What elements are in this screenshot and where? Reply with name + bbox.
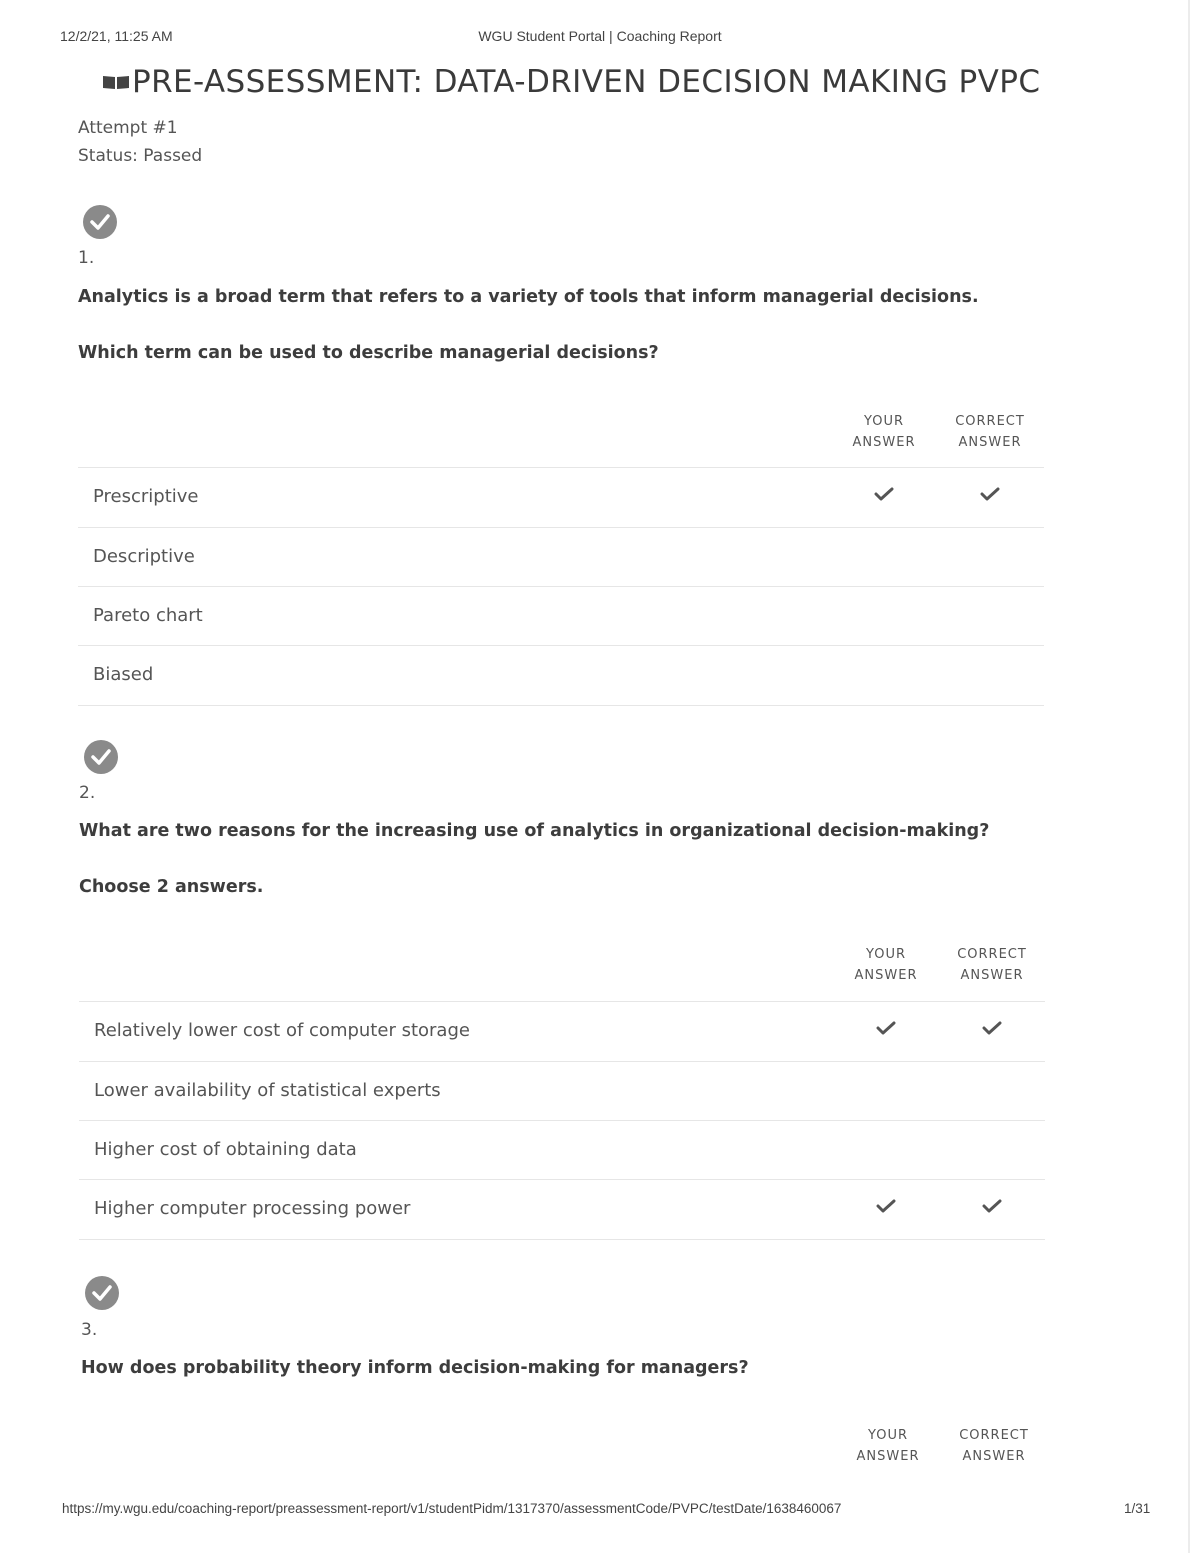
answer-label: Prescriptive [93,486,199,507]
correct-answer-header [944,1425,1044,1467]
question-prompt: Which term can be used to describe managerial decisions? [78,343,659,363]
correct-answer-header-line1: CORRECT [959,1428,1029,1443]
status-text: Status: Passed [78,146,203,166]
print-url: https://my.wgu.edu/coaching-report/preassessment-report/v1/studentPidm/1317370/assessmentCode/PVPC/testDate/1638460067 [62,1501,842,1516]
your-answer-header-line2: ANSWER [852,435,916,450]
print-datetime: 12/2/21, 11:25 AM [60,28,173,44]
your-answer-header [834,411,934,453]
answer-row [78,467,1044,527]
answer-row [79,1120,1045,1180]
answer-row [78,527,1044,587]
correct-answer-check-icon [982,1020,1002,1036]
correct-answer-header-line1: CORRECT [957,947,1027,962]
answer-label: Relatively lower cost of computer storage [94,1020,470,1041]
your-answer-header-line1: YOUR [863,414,904,429]
answer-row [79,1061,1045,1121]
print-site-title: WGU Student Portal | Coaching Report [478,28,722,44]
answer-row [79,1179,1045,1240]
correct-answer-header [940,411,1040,453]
correct-answer-header-line2: ANSWER [962,1449,1026,1464]
correct-answer-header [942,944,1042,986]
answer-row [79,1001,1045,1061]
question-text: How does probability theory inform decision-making for managers? [81,1358,749,1378]
question-prompt: Choose 2 answers. [79,877,264,897]
answer-row [78,586,1044,646]
attempt-number: Attempt #1 [78,118,178,138]
page-title [102,62,1040,100]
correct-answer-check-icon [980,486,1000,502]
correct-answer-check-icon [982,1198,1002,1214]
your-answer-header-line2: ANSWER [854,968,918,983]
answer-label: Lower availability of statistical experts [94,1080,441,1101]
question-number: 1. [78,248,95,268]
answer-label: Pareto chart [93,605,203,626]
question-number: 3. [81,1320,98,1340]
answer-label: Descriptive [93,546,195,567]
answer-label: Higher computer processing power [94,1198,411,1219]
page-count: 1/31 [1124,1501,1151,1516]
page-title-text: PRE-ASSESSMENT: DATA-DRIVEN DECISION MAKING PVPC [132,64,1041,100]
answer-label: Biased [93,664,154,685]
your-answer-header-line2: ANSWER [856,1449,920,1464]
correct-check-icon [84,740,118,774]
question-text: What are two reasons for the increasing use of analytics in organizational decision-making? [79,821,990,841]
your-answer-check-icon [876,1020,896,1036]
page-edge [1188,0,1190,1553]
your-answer-header-line1: YOUR [867,1428,908,1443]
answer-label: Higher cost of obtaining data [94,1139,357,1160]
correct-answer-header-line2: ANSWER [958,435,1022,450]
your-answer-check-icon [876,1198,896,1214]
book-icon [102,62,130,78]
your-answer-header [836,944,936,986]
question-number: 2. [79,783,96,803]
correct-check-icon [85,1276,119,1310]
correct-check-icon [83,205,117,239]
your-answer-check-icon [874,486,894,502]
your-answer-header-line1: YOUR [865,947,906,962]
correct-answer-header-line2: ANSWER [960,968,1024,983]
your-answer-header [838,1425,938,1467]
answer-row [78,645,1044,706]
question-text: Analytics is a broad term that refers to a variety of tools that inform managerial decisions. [78,287,979,307]
correct-answer-header-line1: CORRECT [955,414,1025,429]
